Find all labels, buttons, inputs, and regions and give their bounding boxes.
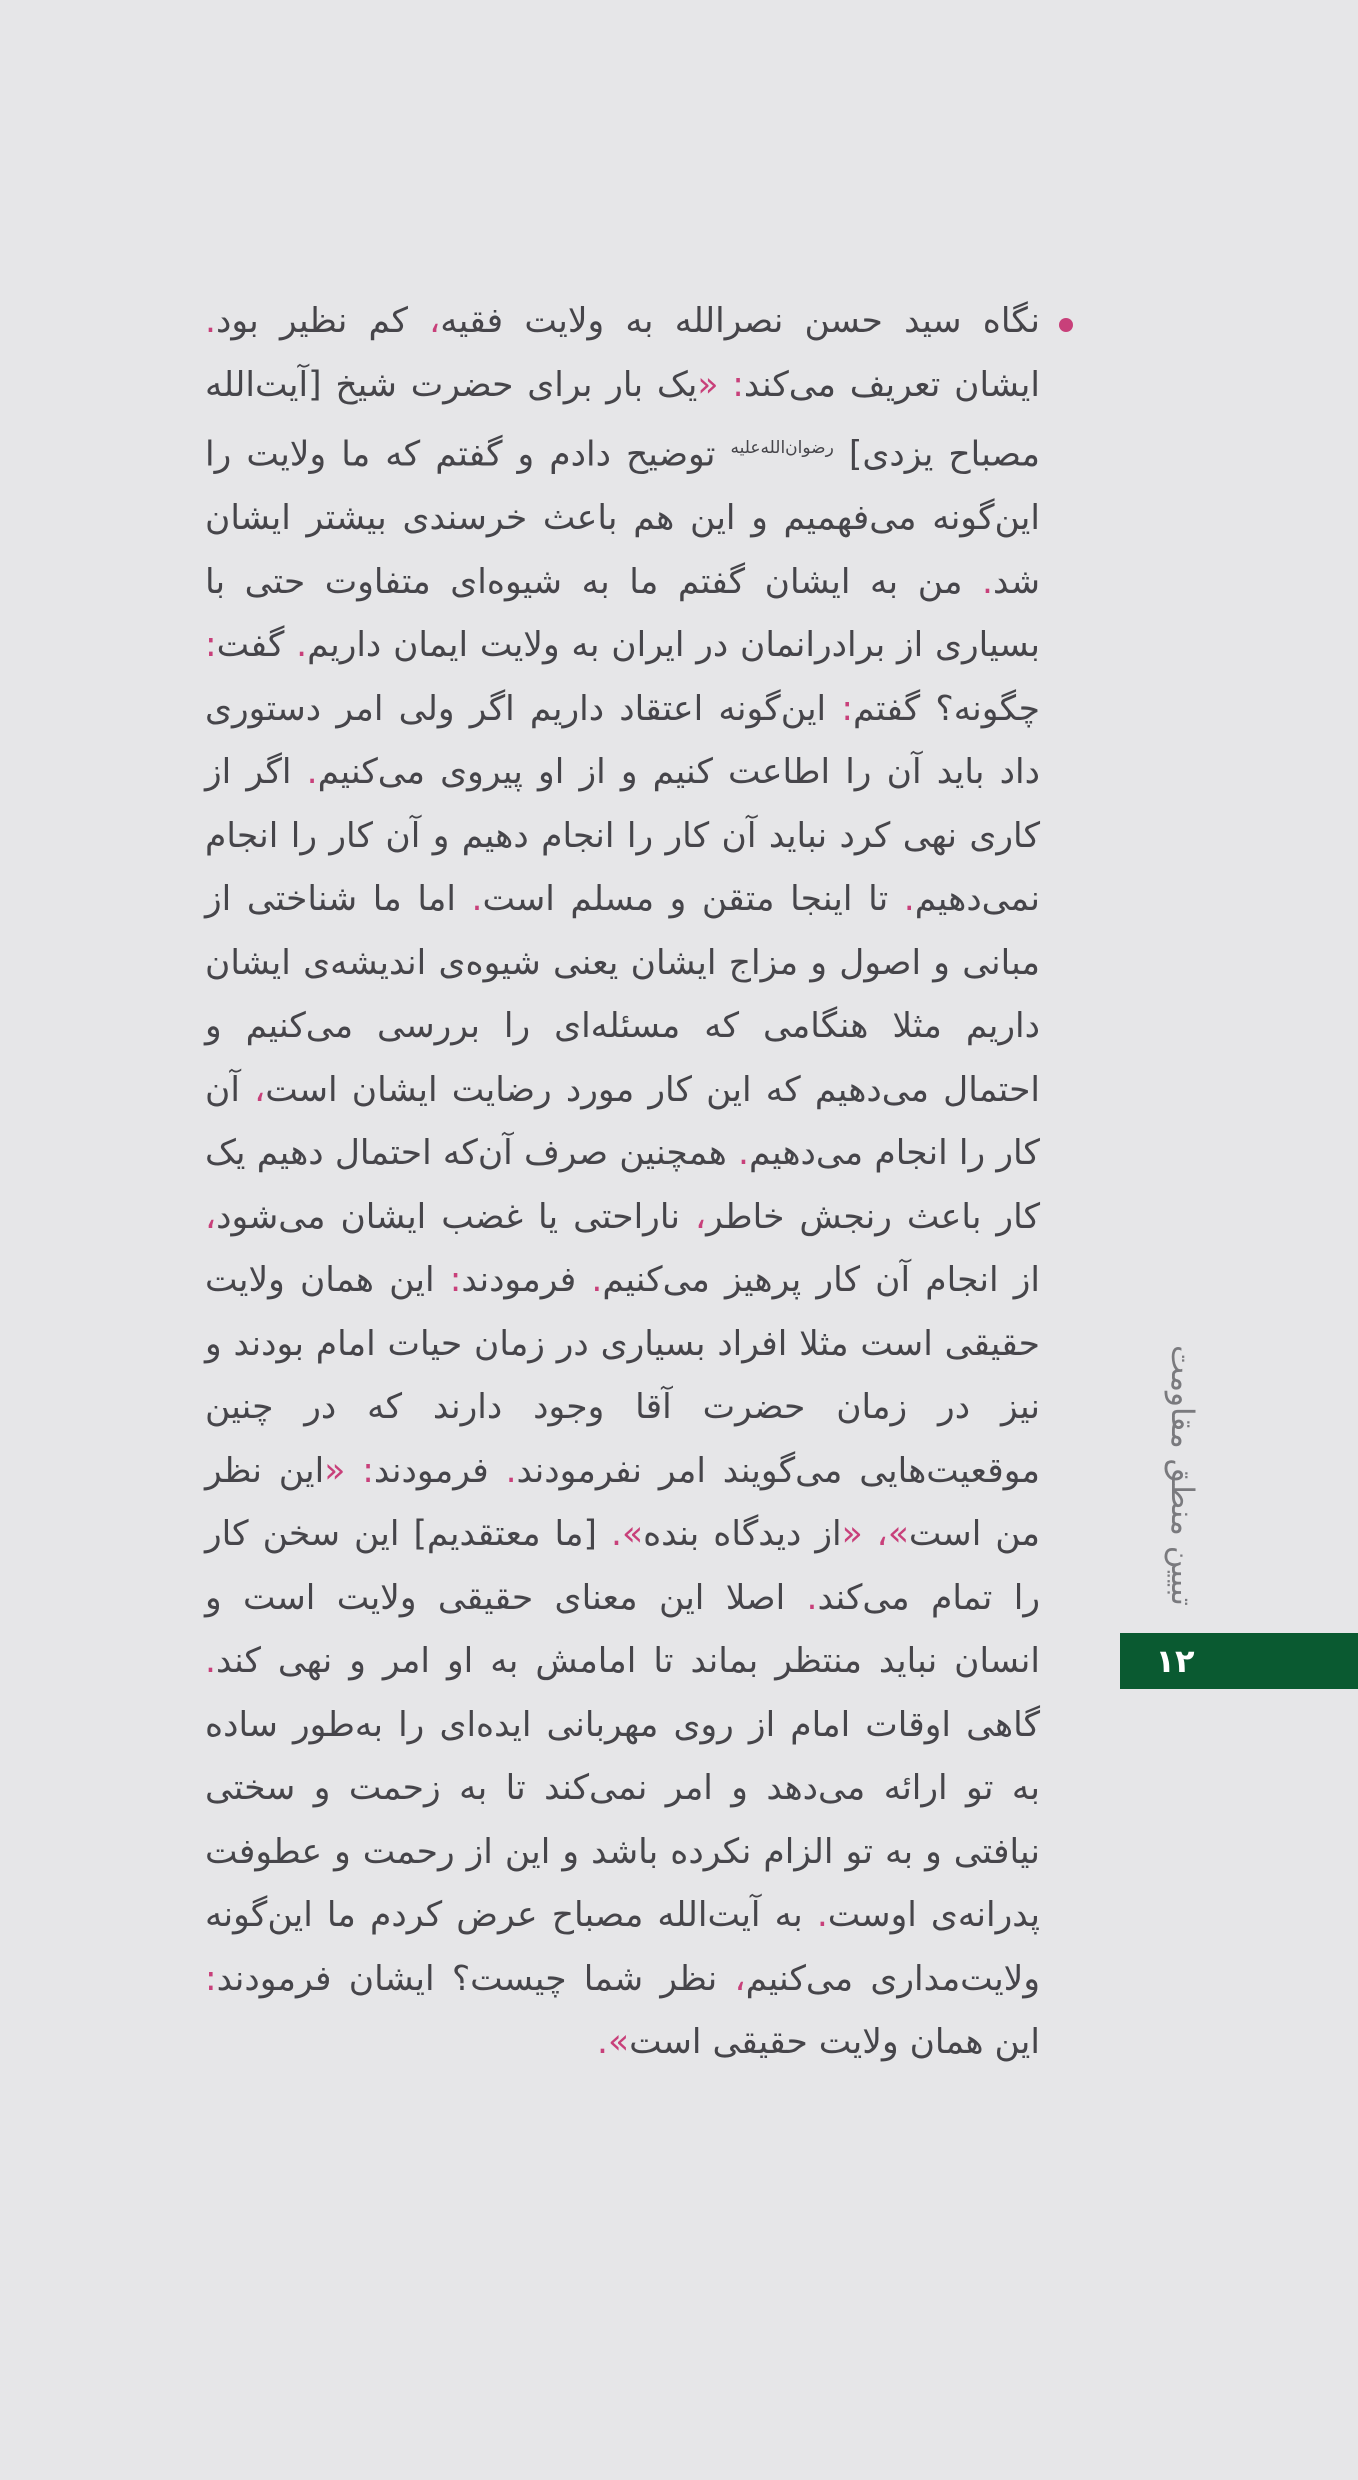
punctuation-mark: . [591,1260,603,1300]
sentence: من به ایشان گفتم ما به شیوه‌ای متفاوت حتی با بسیاری از برادرانمان در ایران به ولایت ایمان داریم. [205,561,1040,665]
punctuation-mark: . [806,1577,818,1618]
punctuation-mark: : [841,688,853,729]
punctuation-mark: : [449,1260,462,1300]
punctuation-mark: . [597,2022,608,2062]
sentence: فرمودند: [362,1450,506,1491]
book-title-vertical: تبیین منطق مقاومت [1164,1344,1200,1606]
sentence: تا اینجا متقن و مسلم است. [471,879,904,919]
punctuation-mark: ، [429,301,441,341]
punctuation-mark: « [697,364,719,405]
punctuation-mark: : [205,1958,217,1999]
punctuation-mark: « [324,1450,346,1491]
sentence: نگاه سید حسن نصرالله به ولایت فقیه، کم نظیر بود. [205,301,1040,341]
punctuation-mark: ، [254,1069,266,1110]
body-paragraph [205,290,1040,2075]
sentence: فرمودند: [449,1260,592,1300]
punctuation-mark: : [732,364,744,405]
honorific-glyph: رضوان‌الله‌علیه [730,438,834,458]
sentence: نظر شما چیست؟ ایشان فرمودند: [205,1958,735,1999]
punctuation-mark: . [205,1641,216,1681]
punctuation-mark: . [738,1133,749,1173]
punctuation-mark: . [505,1450,517,1491]
punctuation-mark: : [362,1450,374,1491]
sentence: به آیت‌الله مصباح عرض کردم ما این‌گونه ولایت‌مداری می‌کنیم، [205,1895,1041,1999]
punctuation-mark: ، [205,1196,217,1237]
bullet-dot-icon [1059,318,1073,332]
sentence: از انجام آن کار پرهیز می‌کنیم. [591,1260,1040,1300]
sentence: این همان ولایت حقیقی است». [597,2022,1040,2062]
sentence: [ما معتقدیم] این سخن کار را تمام می‌کند. [205,1514,1040,1618]
punctuation-mark: . [982,561,993,602]
punctuation-mark: . [816,1895,828,1935]
sentence: ایشان تعریف می‌کند: «یک بار برای حضرت شیخ [آیت‌الله مصباح یزدی] [205,364,1041,475]
punctuation-mark: ، [876,1514,888,1554]
sentence: اصلا این معنای حقیقی ولایت است و انسان نباید منتظر بماند تا امامش به او امر و نهی کند. [205,1577,1040,1681]
sentence: توضیح دادم و گفتم که ما ولایت را این‌گونه می‌فهمیم و این هم باعث خرسندی بیشتر ایشان شد. [205,434,1040,602]
sentence: اما ما شناختی از مبانی و اصول و مزاج ایشان یعنی شیوه‌ی اندیشه‌ی ایشان داریم مثلا هنگامی که مسئله‌ای را بررسی می‌کنیم و احتمال می‌دهیم که این کار مورد رضایت ایشان است، [205,879,1040,1110]
sentence: گفت: [205,625,297,665]
punctuation-mark: . [296,625,308,665]
sentence: گاهی اوقات امام از روی مهربانی ایده‌ای را به‌طور ساده به تو ارائه می‌دهد و امر نمی‌کند تا به زحمت و سختی نیافتی و به تو الزام نکرده باشد و این از رحمت و عطوفت پدرانه‌ی اوست. [205,1704,1040,1935]
sentence: اگر از کاری نهی کرد نباید آن کار را انجام دهیم و آن کار را انجام نمی‌دهیم. [205,752,1040,919]
punctuation-mark: « [841,1514,863,1554]
sentence: این‌گونه اعتقاد داریم اگر ولی امر دستوری داد باید آن را اطاعت کنیم و از او پیروی می‌کنیم. [205,688,1040,792]
punctuation-mark: . [306,752,318,792]
punctuation-mark: . [903,879,915,919]
sentence: «این نظر من است»، «از دیدگاه بنده». [205,1450,1041,1554]
punctuation-mark: . [205,301,216,341]
punctuation-mark: » [608,2022,630,2062]
sentence: این همان ولایت حقیقی است مثلا افراد بسیاری در زمان حیات امام بودند و نیز در زمان حضرت آقا وجود دارند که در چنین موقعیت‌هایی می‌گویند امر نفرمودند. [205,1260,1041,1491]
sentence: آن کار را انجام می‌دهیم. [205,1069,1040,1173]
page-number: ۱۲ [1155,1642,1195,1680]
punctuation-mark: ، [734,1958,746,1999]
sentence: ناراحتی یا غضب ایشان می‌شود، [205,1196,695,1237]
sentence: چگونه؟ گفتم: [841,688,1040,729]
punctuation-mark: : [205,625,217,665]
page-number-tab [1120,1633,1358,1689]
punctuation-mark: ، [694,1196,707,1237]
punctuation-mark: » [621,1514,644,1554]
punctuation-mark: . [471,879,483,919]
punctuation-mark: » [887,1514,909,1554]
sentence: همچنین صرف آن‌که احتمال دهیم یک کار باعث رنجش خاطر، [205,1133,1041,1237]
punctuation-mark: . [611,1514,622,1554]
